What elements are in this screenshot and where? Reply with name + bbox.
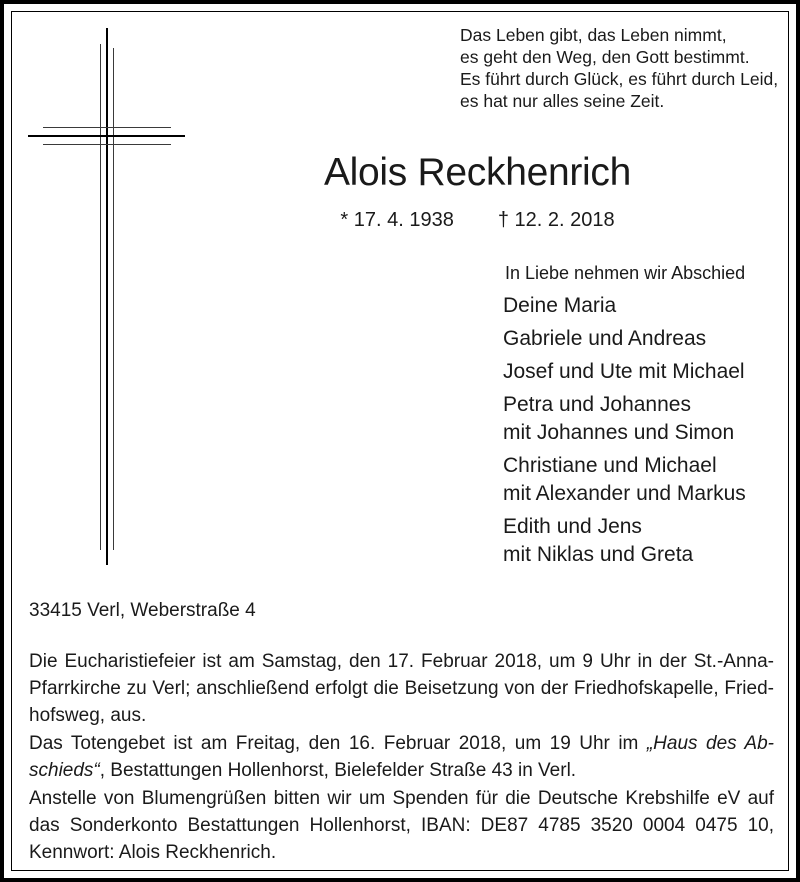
- verse-line: Es führt durch Glück, es führt durch Leid,: [460, 69, 779, 89]
- verse-line: Das Leben gibt, das Leben nimmt,: [460, 25, 727, 45]
- mourner-line: mit Johannes und Simon: [503, 421, 735, 444]
- announcement-paragraphs: [29, 648, 774, 867]
- memorial-verse: [460, 24, 778, 112]
- address-line: 33415 Verl, Weberstraße 4: [29, 600, 256, 621]
- paragraph-line: Anstelle von Blumengrüßen bitten wir um Spenden für die Deutsche Krebshilfe eV auf: [29, 788, 774, 809]
- mourner-line: mit Niklas und Greta: [503, 543, 694, 566]
- paragraph-line: Das Totengebet ist am Freitag, den 16. Februar 2018, um 19 Uhr im „Haus des Ab-: [29, 733, 774, 754]
- mourner-entry: [503, 391, 746, 447]
- cross-horizontal-main-line: [28, 135, 185, 137]
- birth-date: * 17. 4. 1938: [340, 209, 454, 231]
- mourner-line: Petra und Johannes: [503, 393, 691, 416]
- paragraph-line: hofsweg, aus.: [29, 705, 147, 726]
- mourner-entry: [503, 292, 746, 320]
- mourner-entry: [503, 358, 746, 386]
- paragraph-line: Pfarrkirche zu Verl; anschließend erfolgt die Beisetzung von der Friedhofskapelle, Fried-: [29, 678, 774, 699]
- verse-line: es geht den Weg, den Gott bestimmt.: [460, 47, 750, 67]
- farewell-intro: In Liebe nehmen wir Abschied: [505, 263, 746, 283]
- mourner-line: Edith und Jens: [503, 515, 642, 538]
- death-date: † 12. 2. 2018: [497, 209, 615, 231]
- paragraph-line: schieds“, Bestattungen Hollenhorst, Bielefelder Straße 43 in Verl.: [29, 760, 577, 781]
- paragraph-line: Kennwort: Alois Reckhenrich.: [29, 842, 277, 863]
- deceased-name: Alois Reckhenrich: [323, 151, 632, 194]
- cross-horizontal-bottom-line: [43, 144, 171, 145]
- obituary-paragraph: [29, 648, 774, 729]
- mourner-line: Josef und Ute mit Michael: [503, 360, 745, 383]
- mourner-line: Christiane und Michael: [503, 454, 717, 477]
- mourners-list: [503, 292, 746, 574]
- mourner-line: Gabriele und Andreas: [503, 327, 707, 350]
- paragraph-line: das Sonderkonto Bestattungen Hollenhorst, IBAN: DE87 4785 3520 0004 0475 10,: [29, 815, 774, 836]
- cross-vertical-main-line: [106, 28, 108, 565]
- verse-line: es hat nur alles seine Zeit.: [460, 91, 665, 111]
- obituary-paragraph: [29, 730, 774, 784]
- mourner-line: mit Alexander und Markus: [503, 482, 746, 505]
- latin-cross-icon: [4, 4, 224, 604]
- obituary-paragraph: [29, 785, 774, 866]
- paragraph-line: Die Eucharistiefeier ist am Samstag, den 17. Februar 2018, um 9 Uhr in der St.-Anna-: [29, 651, 774, 672]
- mourner-line: Deine Maria: [503, 294, 617, 317]
- life-dates: [150, 210, 800, 230]
- mourner-entry: [503, 452, 746, 508]
- cross-vertical-left-line: [100, 44, 101, 550]
- cross-horizontal-top-line: [43, 127, 171, 128]
- cross-vertical-right-line: [113, 48, 114, 550]
- mourner-entry: [503, 513, 746, 569]
- mourner-entry: [503, 325, 746, 353]
